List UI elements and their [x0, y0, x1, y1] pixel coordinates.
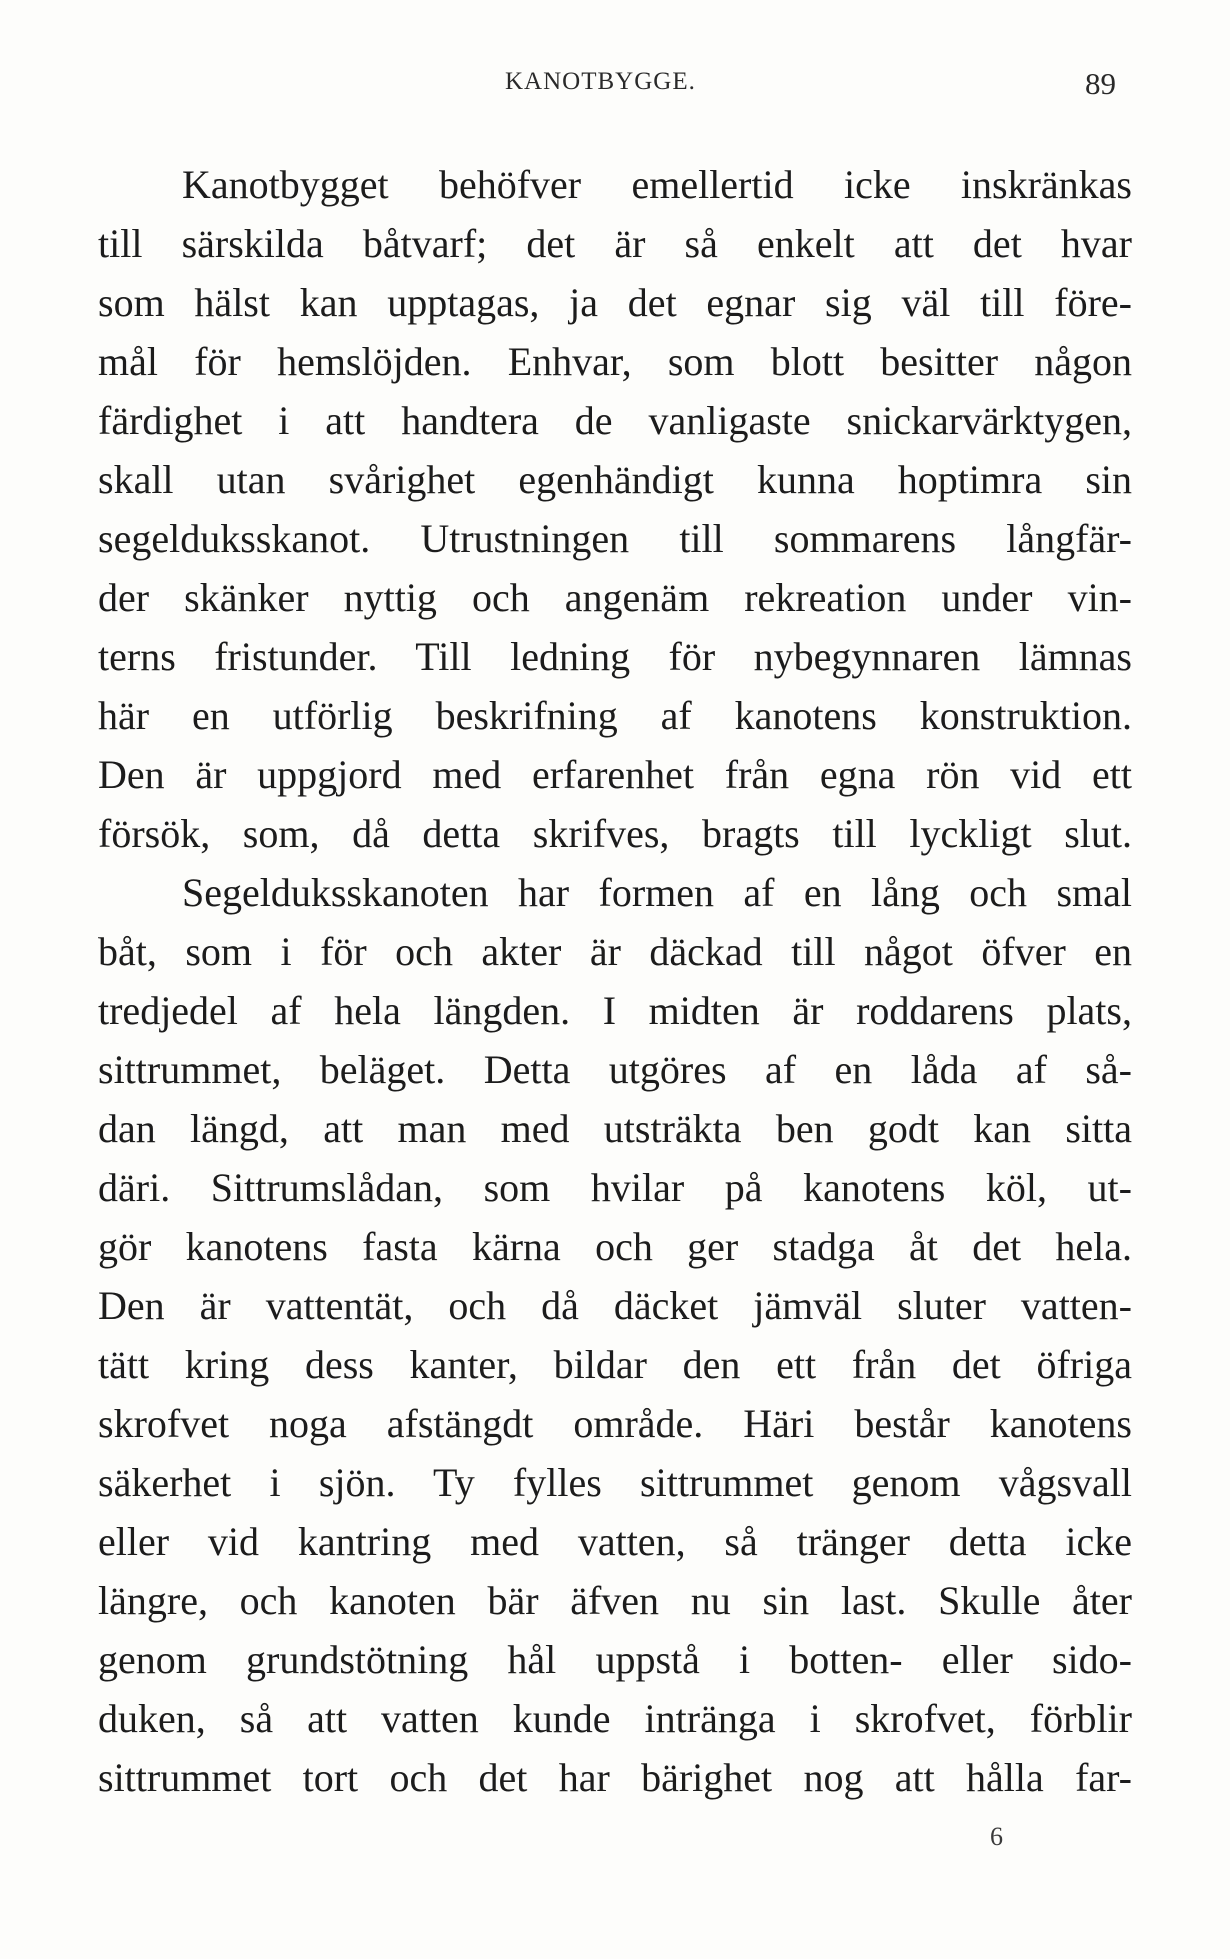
text-line: Segelduksskanoten har formen af en lång och smal	[182, 870, 1132, 915]
text-line: genom grundstötning hål uppstå i botten- eller sido-	[98, 1637, 1132, 1682]
text-line: Den är vattentät, och då däcket jämväl sluter vatten-	[98, 1283, 1132, 1328]
text-line: tredjedel af hela längden. I midten är roddarens plats,	[98, 988, 1132, 1033]
text-line: försök, som, då detta skrifves, bragts till lyckligt slut.	[98, 811, 1132, 856]
text-line: mål för hemslöjden. Enhvar, som blott besitter någon	[98, 339, 1132, 384]
text-line: färdighet i att handtera de vanligaste snickarvärktygen,	[98, 398, 1132, 443]
text-line: längre, och kanoten bär äfven nu sin last. Skulle åter	[98, 1578, 1132, 1623]
text-line: säkerhet i sjön. Ty fylles sittrummet genom vågsvall	[98, 1460, 1132, 1505]
text-line: der skänker nyttig och angenäm rekreation under vin-	[98, 575, 1132, 620]
text-line: båt, som i för och akter är däckad till något öfver en	[98, 929, 1132, 974]
text-line: här en utförlig beskrifning af kanotens konstruktion.	[98, 693, 1132, 738]
text-line: terns fristunder. Till ledning för nybegynnaren lämnas	[98, 634, 1132, 679]
text-line: skrofvet noga afstängdt område. Häri består kanotens	[98, 1401, 1132, 1446]
page-number: 89	[1085, 66, 1116, 101]
text-line: segelduksskanot. Utrustningen till sommarens långfär-	[98, 516, 1132, 561]
running-title: KANOTBYGGE.	[505, 68, 696, 95]
text-line: sittrummet, beläget. Detta utgöres af en låda af så-	[98, 1047, 1132, 1092]
text-line: Kanotbygget behöfver emellertid icke inskränkas	[182, 162, 1132, 207]
text-line: Den är uppgjord med erfarenhet från egna rön vid ett	[98, 752, 1132, 797]
text-line: skall utan svårighet egenhändigt kunna hoptimra sin	[98, 457, 1132, 502]
text-line: däri. Sittrumslådan, som hvilar på kanotens köl, ut-	[98, 1165, 1132, 1210]
text-line: eller vid kantring med vatten, så tränger detta icke	[98, 1519, 1132, 1564]
text-line: som hälst kan upptagas, ja det egnar sig väl till före-	[98, 280, 1132, 325]
text-line: till särskilda båtvarf; det är så enkelt att det hvar	[98, 221, 1132, 266]
text-line: sittrummet tort och det har bärighet nog att hålla far-	[98, 1755, 1132, 1800]
text-line: tätt kring dess kanter, bildar den ett från det öfriga	[98, 1342, 1132, 1387]
printer-signature-mark: 6	[990, 1822, 1003, 1851]
text-line: dan längd, att man med utsträkta ben godt kan sitta	[98, 1106, 1132, 1151]
text-line: duken, så att vatten kunde inträngа i skrofvet, förblir	[98, 1696, 1132, 1741]
text-line: gör kanotens fasta kärna och ger stadga åt det hela.	[98, 1224, 1132, 1269]
